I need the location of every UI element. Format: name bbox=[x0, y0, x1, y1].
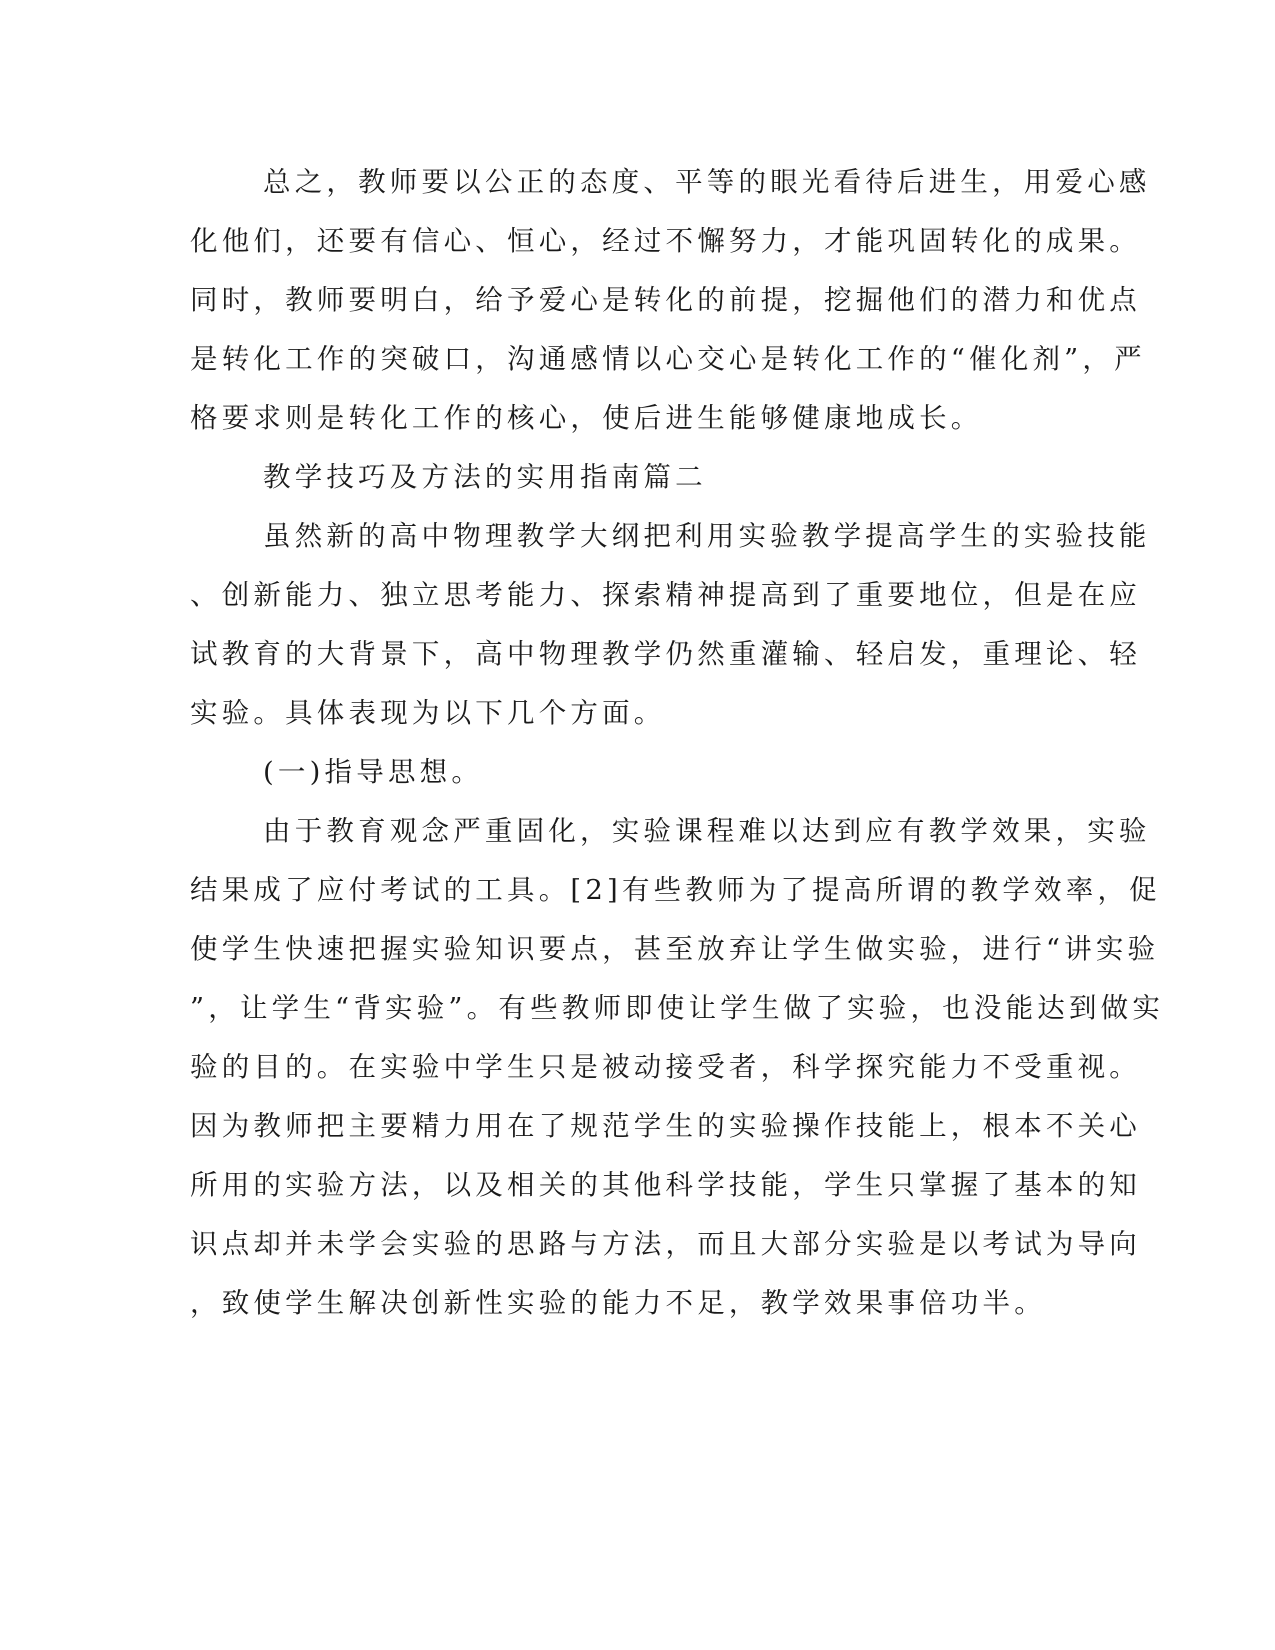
paragraph-3-line-4: ”，让学生“背实验”。有些教师即使让学生做了实验，也没能达到做实 bbox=[190, 992, 1165, 1024]
paragraph-1-line-2: 化他们，还要有信心、恒心，经过不懈努力，才能巩固转化的成果。 bbox=[190, 225, 1141, 257]
section-heading: 教学技巧及方法的实用指南篇二 bbox=[263, 461, 707, 493]
paragraph-3-line-2: 结果成了应付考试的工具。[2]有些教师为了提高所谓的教学效率，促 bbox=[190, 874, 1161, 906]
paragraph-2-line-3: 试教育的大背景下，高中物理教学仍然重灌输、轻启发，重理论、轻 bbox=[190, 638, 1141, 670]
paragraph-3-line-9: ，致使学生解决创新性实验的能力不足，教学效果事倍功半。 bbox=[190, 1287, 1046, 1319]
paragraph-3-line-7: 所用的实验方法，以及相关的其他科学技能，学生只掌握了基本的知 bbox=[190, 1169, 1141, 1201]
paragraph-1-line-1: 总之，教师要以公正的态度、平等的眼光看待后进生，用爱心感 bbox=[263, 166, 1151, 198]
paragraph-1-line-5: 格要求则是转化工作的核心，使后进生能够健康地成长。 bbox=[190, 402, 983, 434]
paragraph-2-line-4: 实验。具体表现为以下几个方面。 bbox=[190, 697, 666, 729]
paragraph-3-line-1: 由于教育观念严重固化，实验课程难以达到应有教学效果，实验 bbox=[263, 815, 1151, 847]
paragraph-2-line-2: 、创新能力、独立思考能力、探索精神提高到了重要地位，但是在应 bbox=[190, 579, 1141, 611]
paragraph-3-line-3: 使学生快速把握实验知识要点，甚至放弃让学生做实验，进行“讲实验 bbox=[190, 933, 1160, 965]
paragraph-1-line-4: 是转化工作的突破口，沟通感情以心交心是转化工作的“催化剂”，严 bbox=[190, 343, 1146, 375]
paragraph-3-line-6: 因为教师把主要精力用在了规范学生的实验操作技能上，根本不关心 bbox=[190, 1110, 1141, 1142]
paragraph-2-line-1: 虽然新的高中物理教学大纲把利用实验教学提高学生的实验技能 bbox=[263, 520, 1151, 552]
paragraph-3-line-5: 验的目的。在实验中学生只是被动接受者，科学探究能力不受重视。 bbox=[190, 1051, 1141, 1083]
paragraph-3-line-8: 识点却并未学会实验的思路与方法，而且大部分实验是以考试为导向 bbox=[190, 1228, 1141, 1260]
subsection-heading: (一)指导思想。 bbox=[263, 756, 484, 788]
paragraph-1-line-3: 同时，教师要明白，给予爱心是转化的前提，挖掘他们的潜力和优点 bbox=[190, 284, 1141, 316]
